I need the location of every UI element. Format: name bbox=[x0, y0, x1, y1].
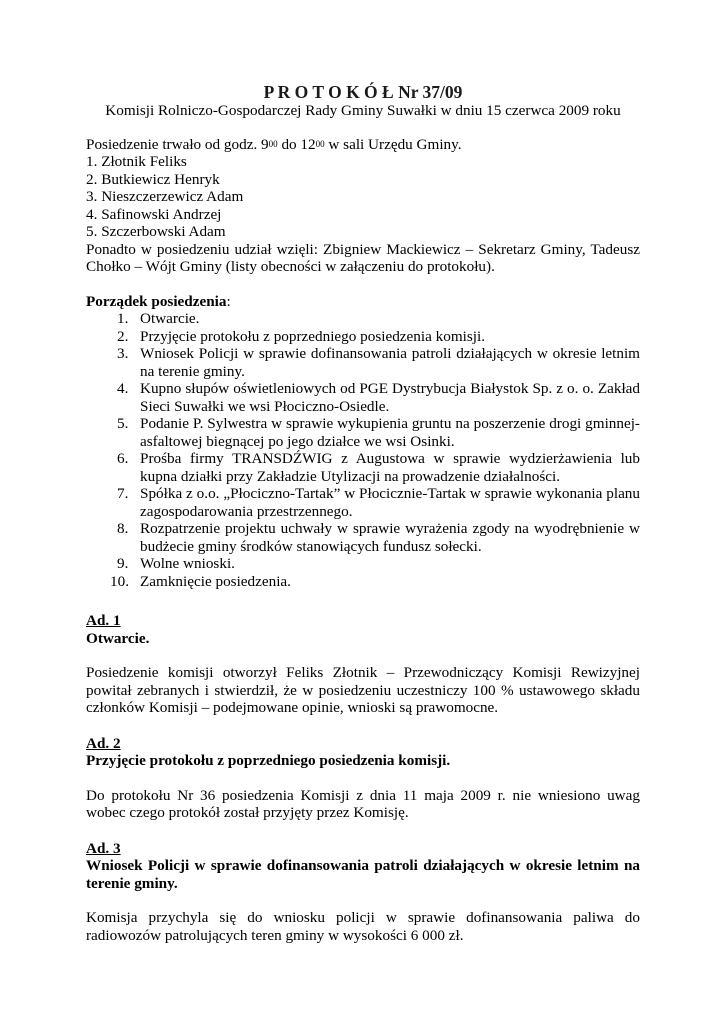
agenda-item-number: 2. bbox=[117, 327, 129, 345]
agenda-item-number: 8. bbox=[117, 520, 129, 537]
section-number: Ad. 2 bbox=[86, 734, 121, 752]
section-number: Ad. 1 bbox=[86, 612, 121, 629]
agenda-item bbox=[86, 310, 640, 328]
agenda-item-number: 5. bbox=[117, 415, 129, 432]
section-title: Wniosek Policji w sprawie dofinansowania patroli działających w okresie letnim na terenie gminy. bbox=[86, 857, 640, 892]
section-ad-1 bbox=[86, 612, 640, 717]
agenda-item bbox=[86, 328, 640, 346]
agenda-item-number: 6. bbox=[117, 450, 129, 467]
document-subtitle: Komisji Rolniczo-Gospodarczej Rady Gminy Suwałki w dniu 15 czerwca 2009 roku bbox=[105, 102, 621, 119]
section-title: Otwarcie. bbox=[86, 629, 150, 647]
agenda-item-text: Spółka z o.o. „Płociczno-Tartak” w Płocicznie-Tartak w sprawie wykonania planu zagospodarowania przestrzennego. bbox=[140, 485, 640, 520]
meeting-time-part1: Posiedzenie trwało od godz. 9 bbox=[86, 135, 269, 153]
agenda-item bbox=[86, 380, 640, 415]
agenda-heading-text: Porządek posiedzenia bbox=[86, 292, 227, 310]
agenda-item-text: Wniosek Policji w sprawie dofinansowania patroli działających w okresie letnim na terenie gminy. bbox=[140, 345, 640, 380]
attendee-item: 1. Złotnik Feliks bbox=[86, 153, 187, 170]
agenda-item-number: 9. bbox=[117, 555, 129, 572]
agenda-item-number: 4. bbox=[117, 380, 129, 397]
document-page bbox=[86, 82, 640, 944]
attendee-list bbox=[86, 153, 640, 241]
agenda-item bbox=[86, 555, 640, 573]
agenda-item-text: Prośba firmy TRANSDŹWIG z Augustowa w sprawie wydzierżawienia lub kupna działki przy Zakładzie Utylizacji na prowadzenie działalności. bbox=[140, 450, 640, 485]
agenda-item-text: Otwarcie. bbox=[140, 310, 200, 327]
agenda-item bbox=[86, 520, 640, 555]
document-title: P R O T O K Ó Ł Nr 37/09 bbox=[263, 82, 463, 102]
attendee-item: 4. Safinowski Andrzej bbox=[86, 205, 222, 223]
agenda-item bbox=[86, 415, 640, 450]
section-title: Przyjęcie protokołu z poprzedniego posiedzenia komisji. bbox=[86, 752, 451, 769]
agenda-item-number: 3. bbox=[117, 345, 129, 362]
agenda-heading bbox=[86, 293, 640, 311]
agenda-item-text: Wolne wnioski. bbox=[140, 555, 235, 572]
agenda-item-text: Zamknięcie posiedzenia. bbox=[140, 572, 291, 590]
section-body: Do protokołu Nr 36 posiedzenia Komisji z dnia 11 maja 2009 r. nie wniesiono uwag wobec czego protokół został przyjęty przez Komisję. bbox=[86, 786, 640, 821]
meeting-time-part2: do 12 bbox=[277, 135, 316, 153]
agenda-item-text: Rozpatrzenie projektu uchwały w sprawie wyrażenia zgody na wyodrębnienie w budżecie gminy środków stanowiących fundusz sołecki. bbox=[140, 520, 640, 555]
attendee-item: 5. Szczerbowski Adam bbox=[86, 223, 226, 240]
agenda-item-text: Przyjęcie protokołu z poprzedniego posiedzenia komisji. bbox=[140, 327, 485, 345]
section-number: Ad. 3 bbox=[86, 839, 121, 857]
agenda-item bbox=[86, 345, 640, 380]
additional-attendees: Ponadto w posiedzeniu udział wzięli: Zbigniew Mackiewicz – Sekretarz Gminy, Tadeusz Chołko – Wójt Gminy (listy obecności w załączeniu do protokołu). bbox=[86, 240, 640, 275]
section-ad-2 bbox=[86, 735, 640, 822]
agenda-item-text: Kupno słupów oświetleniowych od PGE Dystrybucja Białystok Sp. z o. o. Zakład Sieci Suwałki we wsi Płociczno-Osiedle. bbox=[140, 380, 640, 415]
meeting-time bbox=[86, 136, 640, 154]
section-ad-3 bbox=[86, 840, 640, 945]
agenda-item-number: 7. bbox=[117, 485, 129, 502]
section-body: Posiedzenie komisji otworzył Feliks Złotnik – Przewodniczący Komisji Rewizyjnej powitał zebranych i stwierdził, że w posiedzeniu uczestniczy 100 % ustawowego składu członków Komisji – podejmowane opinie, wnioski są prawomocne. bbox=[86, 664, 640, 716]
agenda-item-number: 10. bbox=[110, 572, 129, 590]
attendee-item: 3. Nieszczerzewicz Adam bbox=[86, 188, 244, 205]
meeting-end-minutes: 00 bbox=[315, 138, 325, 149]
meeting-start-minutes: 00 bbox=[268, 138, 278, 149]
agenda-item bbox=[86, 485, 640, 520]
agenda-item-text: Podanie P. Sylwestra w sprawie wykupienia gruntu na poszerzenie drogi gminnej-asfaltowej biegnącej po jego działce we wsi Osinki. bbox=[140, 415, 640, 450]
attendee-item: 2. Butkiewicz Henryk bbox=[86, 170, 220, 188]
agenda-item bbox=[86, 450, 640, 485]
agenda-list bbox=[86, 310, 640, 590]
section-body: Komisja przychyla się do wniosku policji w sprawie dofinansowania paliwa do radiowozów patrolujących teren gminy w wysokości 6 000 zł. bbox=[86, 909, 640, 944]
agenda-heading-colon: : bbox=[226, 292, 231, 310]
agenda-item bbox=[86, 573, 640, 591]
meeting-time-part3: w sali Urzędu Gminy. bbox=[324, 135, 462, 153]
agenda-item-number: 1. bbox=[117, 310, 129, 327]
